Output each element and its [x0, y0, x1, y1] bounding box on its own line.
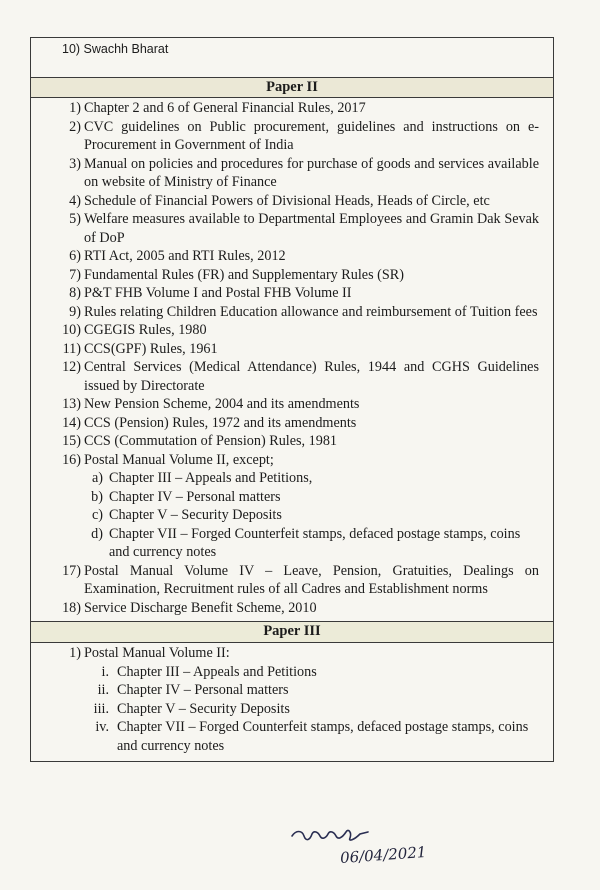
item-text: CGEGIS Rules, 1980	[84, 322, 207, 338]
sub-list-item	[31, 681, 553, 700]
item-text: Schedule of Financial Powers of Divisional Heads, Heads of Circle, etc	[84, 192, 490, 209]
list-item	[31, 414, 553, 433]
list-item	[31, 210, 553, 247]
item-number: d)	[91, 525, 103, 542]
sub-list-item	[31, 506, 553, 525]
item-number: 10)	[62, 322, 81, 338]
item-text: Chapter V – Security Deposits	[109, 507, 282, 523]
list-item	[31, 99, 553, 118]
sub-list-item	[31, 718, 553, 755]
sub-list-item	[31, 663, 553, 682]
list-item	[31, 562, 553, 599]
item-number: 1)	[69, 645, 81, 661]
item-number: 4)	[69, 192, 81, 209]
signature-date: 06/04/2021	[339, 843, 427, 867]
item-text: Chapter 2 and 6 of General Financial Rules, 2017	[84, 100, 366, 116]
item-text: Central Services (Medical Attendance) Rules, 1944 and CGHS Guidelines issued by Directorate	[84, 359, 539, 394]
item-number: 1)	[69, 100, 81, 116]
list-item	[31, 358, 553, 395]
list-item	[31, 118, 553, 155]
paper-ii-list	[31, 97, 553, 621]
list-item	[31, 644, 553, 663]
sub-list-item	[31, 469, 553, 488]
item-text: Fundamental Rules (FR) and Supplementary Rules (SR)	[84, 266, 404, 283]
item-number: 12)	[62, 359, 81, 375]
item-number: 14)	[62, 414, 81, 431]
item-number: i.	[101, 663, 109, 680]
item-number: 9)	[69, 303, 81, 320]
list-item	[31, 599, 553, 618]
list-item	[31, 432, 553, 451]
item-text: Chapter III – Appeals and Petitions,	[109, 470, 313, 486]
item-text: Chapter III – Appeals and Petitions	[117, 663, 317, 680]
item-number: 11)	[62, 340, 81, 357]
syllabus-table	[30, 37, 554, 762]
swachh-bharat-item: 10) Swachh Bharat	[62, 42, 169, 56]
list-item	[31, 247, 553, 266]
item-number: 15)	[62, 433, 81, 449]
item-text: CCS (Commutation of Pension) Rules, 1981	[84, 433, 338, 449]
item-text: Manual on policies and procedures for purchase of goods and services available on website of Ministry of Finance	[84, 155, 539, 190]
paper-iii-heading: Paper III	[31, 621, 553, 642]
list-item	[31, 395, 553, 414]
item-number: 13)	[62, 396, 81, 412]
item-text: RTI Act, 2005 and RTI Rules, 2012	[84, 248, 286, 264]
item-number: iv.	[95, 719, 109, 735]
list-item	[31, 284, 553, 303]
item-text: P&T FHB Volume I and Postal FHB Volume II	[84, 285, 352, 301]
list-item	[31, 303, 553, 322]
item-number: 18)	[62, 599, 81, 616]
list-item	[31, 266, 553, 285]
item-text: Chapter VII – Forged Counterfeit stamps, defaced postage stamps, coins and currency notes	[109, 525, 521, 560]
item-number: 8)	[69, 285, 81, 301]
item-text: CVC guidelines on Public procurement, guidelines and instructions on e-Procurement in Government of India	[84, 118, 539, 153]
item-number: 7)	[69, 266, 81, 283]
item-number: ii.	[97, 682, 109, 698]
item-text: Chapter IV – Personal matters	[117, 682, 289, 698]
item-number: b)	[91, 488, 103, 505]
paper-ii-heading: Paper II	[31, 77, 553, 97]
item-number: a)	[91, 470, 103, 486]
item-text: New Pension Scheme, 2004 and its amendments	[84, 396, 360, 412]
item-text: Service Discharge Benefit Scheme, 2010	[84, 599, 317, 616]
sub-list-item	[31, 525, 553, 562]
item-number: 3)	[69, 155, 81, 172]
item-text: Chapter V – Security Deposits	[117, 700, 290, 717]
item-number: iii.	[93, 700, 109, 717]
sub-list-item	[31, 700, 553, 719]
item-number: c)	[91, 507, 103, 523]
item-text: CCS(GPF) Rules, 1961	[84, 340, 218, 357]
list-item	[31, 451, 553, 470]
item-text: Welfare measures available to Departmental Employees and Gramin Dak Sevak of DoP	[84, 211, 539, 246]
item-text: Chapter VII – Forged Counterfeit stamps, defaced postage stamps, coins and currency notes	[117, 719, 529, 754]
item-text: Postal Manual Volume II, except;	[84, 451, 274, 468]
sub-list-item	[31, 488, 553, 507]
item-text: Postal Manual Volume II:	[84, 645, 230, 661]
paper-iii-list	[31, 642, 553, 761]
item-number: 16)	[62, 451, 81, 468]
list-item	[31, 321, 553, 340]
item-number: 17)	[62, 562, 81, 579]
item-text: Rules relating Children Education allowance and reimbursement of Tuition fees	[84, 303, 538, 320]
item-number: 2)	[69, 118, 81, 135]
item-text: Chapter IV – Personal matters	[109, 488, 281, 505]
swachh-bharat-row	[31, 37, 553, 77]
item-text: Postal Manual Volume IV – Leave, Pension, Gratuities, Dealings on Examination, Recruitment rules of all Cadres and Establishment norms	[84, 562, 539, 597]
list-item	[31, 155, 553, 192]
list-item	[31, 340, 553, 359]
item-number: 6)	[69, 248, 81, 264]
item-number: 5)	[69, 211, 81, 227]
item-text: CCS (Pension) Rules, 1972 and its amendments	[84, 414, 357, 431]
list-item	[31, 192, 553, 211]
